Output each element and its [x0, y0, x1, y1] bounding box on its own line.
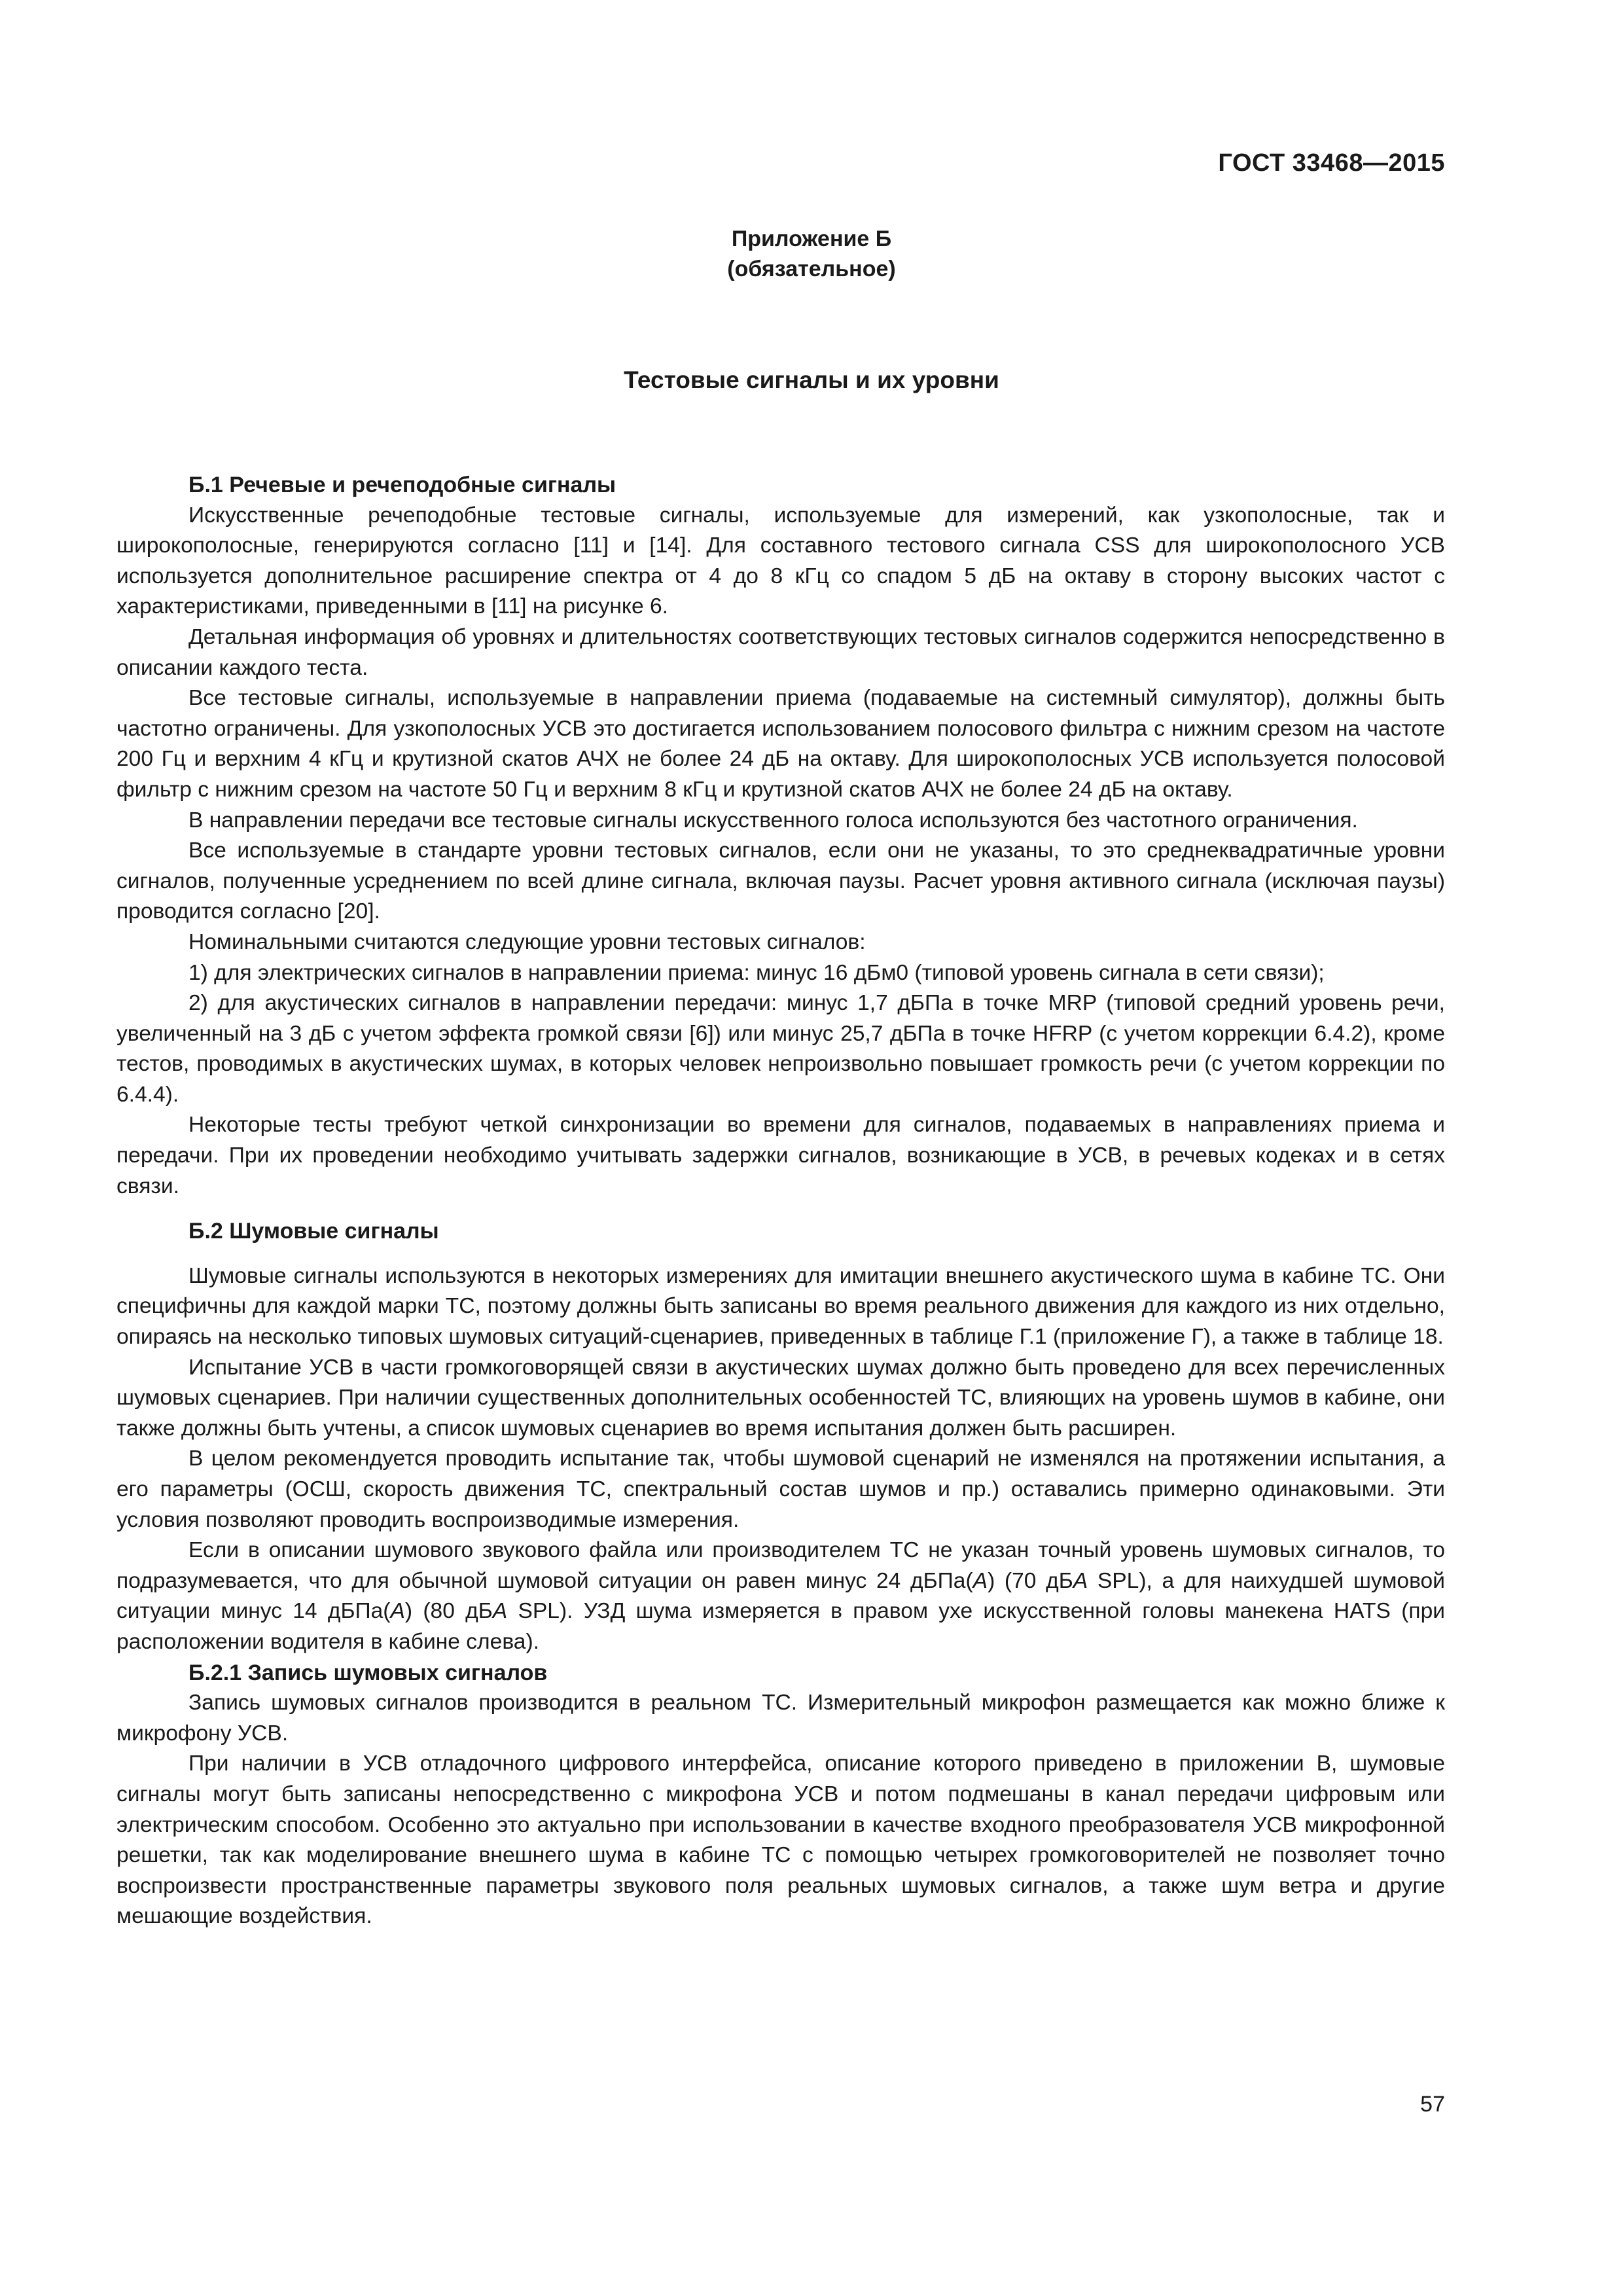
standard-id: ГОСТ 33468—2015 [1218, 149, 1445, 177]
section-heading-b2: Б.2 Шумовые сигналы [188, 1219, 439, 1244]
paragraph: Запись шумовых сигналов производится в реальном ТС. Измерительный микрофон размещается как можно ближе к микрофону УСВ. [116, 1691, 1445, 1746]
paragraph: Испытание УСВ в части громкоговорящей связи в акустических шумах должно быть проведено для всех перечисленных шумовых сценариев. При наличии существенных дополнительных особенностей ТС, влияющих на уровень шумов в кабине, они также должны быть учтены, а список шумовых сценариев во время испытания должен быть расширен. [116, 1355, 1445, 1441]
paragraph: Искусственные речеподобные тестовые сигналы, используемые для измерений, как узкополосные, так и широкополосные, генерируются согласно [11] и [14]. Для составного тестового сигнала CSS для широкополосного УСВ используется дополнительное расширение спектра от 4 до 8 кГц со спадом 5 дБ на октаву в сторону высоких частот с характеристиками, приведенными в [11] на рисунке 6. [116, 503, 1445, 619]
page-number: 57 [1420, 2092, 1445, 2117]
paragraph: В направлении передачи все тестовые сигналы искусственного голоса используются без частотного ограничения. [188, 808, 1358, 833]
annex-name: Приложение Б [731, 226, 892, 251]
list-item: 1) для электрических сигналов в направлении приема: минус 16 дБм0 (типовой уровень сигнала в сети связи); [188, 960, 1325, 985]
paragraph: При наличии в УСВ отладочного цифрового интерфейса, описание которого приведено в приложении В, шумовые сигналы могут быть записаны непосредственно с микрофона УСВ и потом подмешаны в канал передачи цифровым или электрическим способом. Особенно это актуально при использовании в качестве входного преобразователя УСВ микрофонной решетки, так как моделирование внешнего шума в кабине ТС с помощью четырех громкоговорителей не позволяет точно воспроизвести пространственные параметры звукового поля реальных шумовых сигналов, а также шум ветра и другие мешающие воздействия. [116, 1751, 1445, 1929]
paragraph: Номинальными считаются следующие уровни тестовых сигналов: [188, 929, 866, 954]
list-item: 2) для акустических сигналов в направлении передачи: минус 1,7 дБПа в точке MRP (типовой средний уровень речи, увеличенный на 3 дБ с учетом эффекта громкой связи [6]) или минус 25,7 дБПа в точке HFRP (с учетом коррекции 6.4.2), кроме тестов, проводимых в акустических шумах, в которых человек непроизвольно повышает громкость речи (с учетом коррекции по 6.4.4). [116, 991, 1445, 1107]
paragraph: Некоторые тесты требуют четкой синхронизации во времени для сигналов, подаваемых в направлениях приема и передачи. При их проведении необходимо учитывать задержки сигналов, возникающие в УСВ, в речевых кодеках и в сетях связи. [116, 1113, 1445, 1198]
section-heading-b21: Б.2.1 Запись шумовых сигналов [188, 1660, 548, 1685]
annex-title: Тестовые сигналы и их уровни [624, 367, 999, 393]
paragraph: Детальная информация об уровнях и длительностях соответствующих тестовых сигналов содержится непосредственно в описании каждого теста. [116, 624, 1445, 680]
annex-status: (обязательное) [727, 257, 896, 281]
section-heading-b1: Б.1 Речевые и речеподобные сигналы [188, 473, 616, 497]
annex-header [0, 224, 1623, 284]
paragraph: Все используемые в стандарте уровни тестовых сигналов, если они не указаны, то это среднеквадратичные уровни сигналов, полученные усреднением по всей длине сигнала, включая паузы. Расчет уровня активного сигнала (исключая паузы) проводится согласно [20]. [116, 838, 1445, 924]
paragraph: В целом рекомендуется проводить испытание так, чтобы шумовой сценарий не изменялся на протяжении испытания, а его параметры (ОСШ, скорость движения ТС, спектральный состав шумов и пр.) оставались примерно одинаковыми. Эти условия позволяют проводить воспроизводимые измерения. [116, 1446, 1445, 1532]
document-body [116, 470, 1445, 1932]
paragraph: Все тестовые сигналы, используемые в направлении приема (подаваемые на системный симулятор), должны быть частотно ограничены. Для узкополосных УСВ это достигается использованием полосового фильтра с нижним срезом на частоте 200 Гц и верхним 4 кГц и крутизной скатов АЧХ не более 24 дБ на октаву. Для широкополосных УСВ используется полосовой фильтр с нижним срезом на частоте 50 Гц и верхним 8 кГц и крутизной скатов АЧХ не более 24 дБ на октаву. [116, 686, 1445, 802]
paragraph: Шумовые сигналы используются в некоторых измерениях для имитации внешнего акустического шума в кабине ТС. Они специфичны для каждой марки ТС, поэтому должны быть записаны во время реального движения для каждого из них отдельно, опираясь на несколько типовых шумовых ситуаций-сценариев, приведенных в таблице Г.1 (приложение Г), а также в таблице 18. [116, 1263, 1445, 1350]
paragraph: Если в описании шумового звукового файла или производителем ТС не указан точный уровень шумовых сигналов, то подразумевается, что для обычной шумовой ситуации он равен минус 24 дБПа(A) (70 дБA SPL), а для наихудшей шумовой ситуации минус 14 дБПа(A) (80 дБA SPL). УЗД шума измеряется в правом ухе искусственной головы манекена HATS (при расположении водителя в кабине слева). [116, 1538, 1445, 1654]
